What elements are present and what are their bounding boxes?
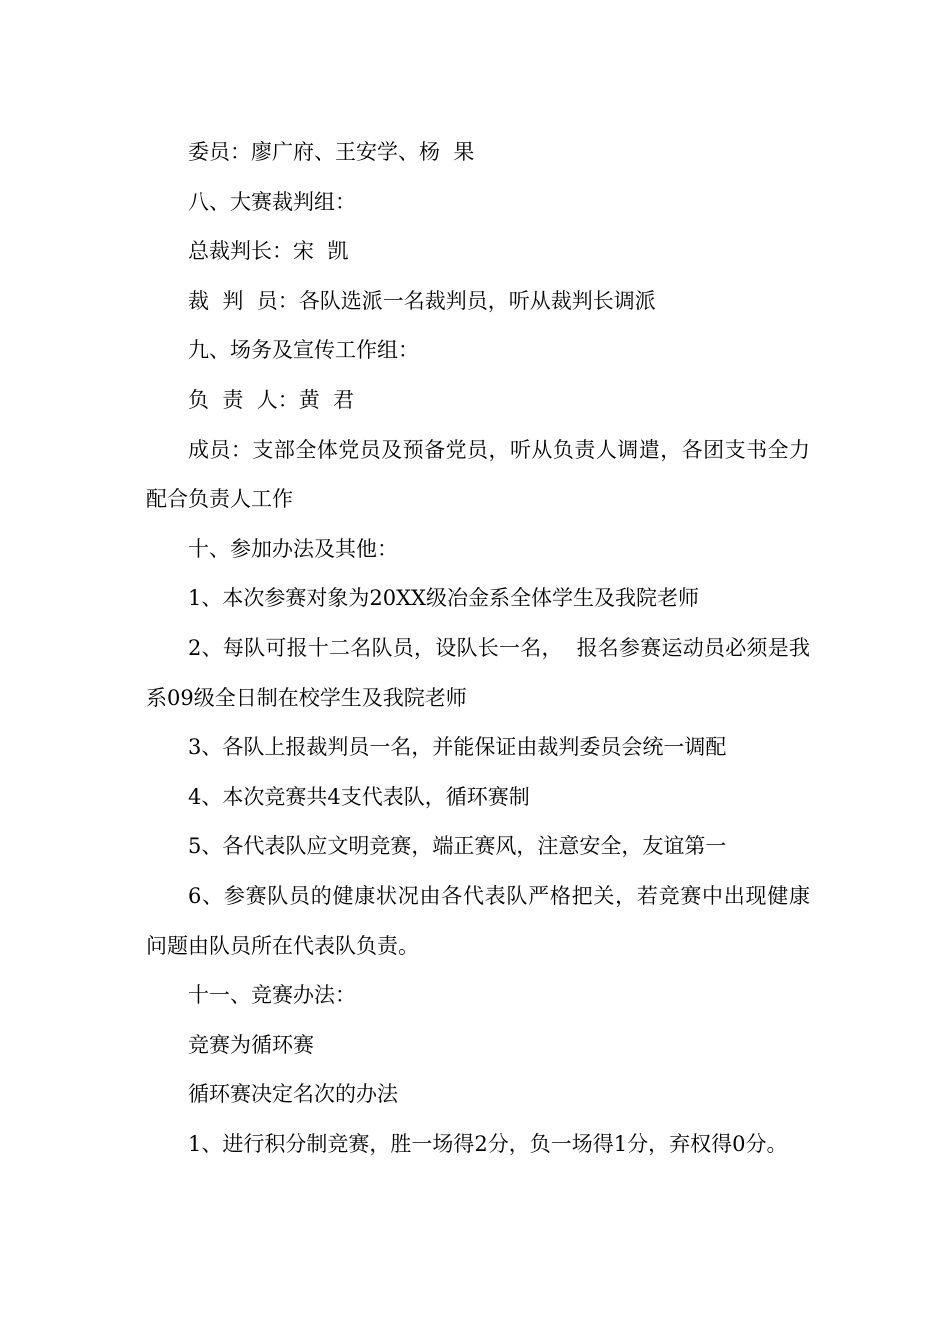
heading-participation-rules: 十、参加办法及其他： xyxy=(188,536,398,561)
heading-competition-method: 十一、竞赛办法： xyxy=(188,983,356,1008)
heading-referee-group: 八、大赛裁判组： xyxy=(188,189,356,214)
list-item-4: 4、本次竞赛共4支代表队，循环赛制 xyxy=(188,784,530,809)
paragraph-person-in-charge: 负 责 人：黄 君 xyxy=(188,387,355,412)
paragraph-committee-members: 委员：廖广府、王安学、杨 果 xyxy=(188,140,475,164)
list-item-scoring: 1、进行积分制竞赛，胜一场得2分，负一场得1分，弃权得0分。 xyxy=(188,1131,788,1156)
paragraph-round-robin: 竞赛为循环赛 xyxy=(188,1032,314,1057)
paragraph-members: 成员：支部全体党员及预备党员，听从负责人调遣，各团支书全力配合负责人工作 xyxy=(146,437,810,512)
heading-venue-publicity-group: 九、场务及宣传工作组： xyxy=(188,338,419,363)
paragraph-chief-referee: 总裁判长：宋 凯 xyxy=(188,239,349,264)
list-item-1: 1、本次参赛对象为20XX级冶金系全体学生及我院老师 xyxy=(188,586,699,611)
list-item-3: 3、各队上报裁判员一名，并能保证由裁判委员会统一调配 xyxy=(188,735,727,760)
document-body xyxy=(146,128,810,1169)
list-item-6: 6、参赛队员的健康状况由各代表队严格把关，若竞赛中出现健康问题由队员所在代表队负责。 xyxy=(146,883,810,958)
paragraph-referees: 裁 判 员：各队选派一名裁判员，听从裁判长调派 xyxy=(188,288,656,313)
list-item-5: 5、各代表队应文明竞赛，端正赛风，注意安全，友谊第一 xyxy=(188,834,727,859)
paragraph-ranking-method: 循环赛决定名次的办法 xyxy=(188,1082,398,1107)
list-item-2: 2、每队可报十二名队员，设队长一名， 报名参赛运动员必须是我系09级全日制在校学生及我院老师 xyxy=(146,635,810,710)
